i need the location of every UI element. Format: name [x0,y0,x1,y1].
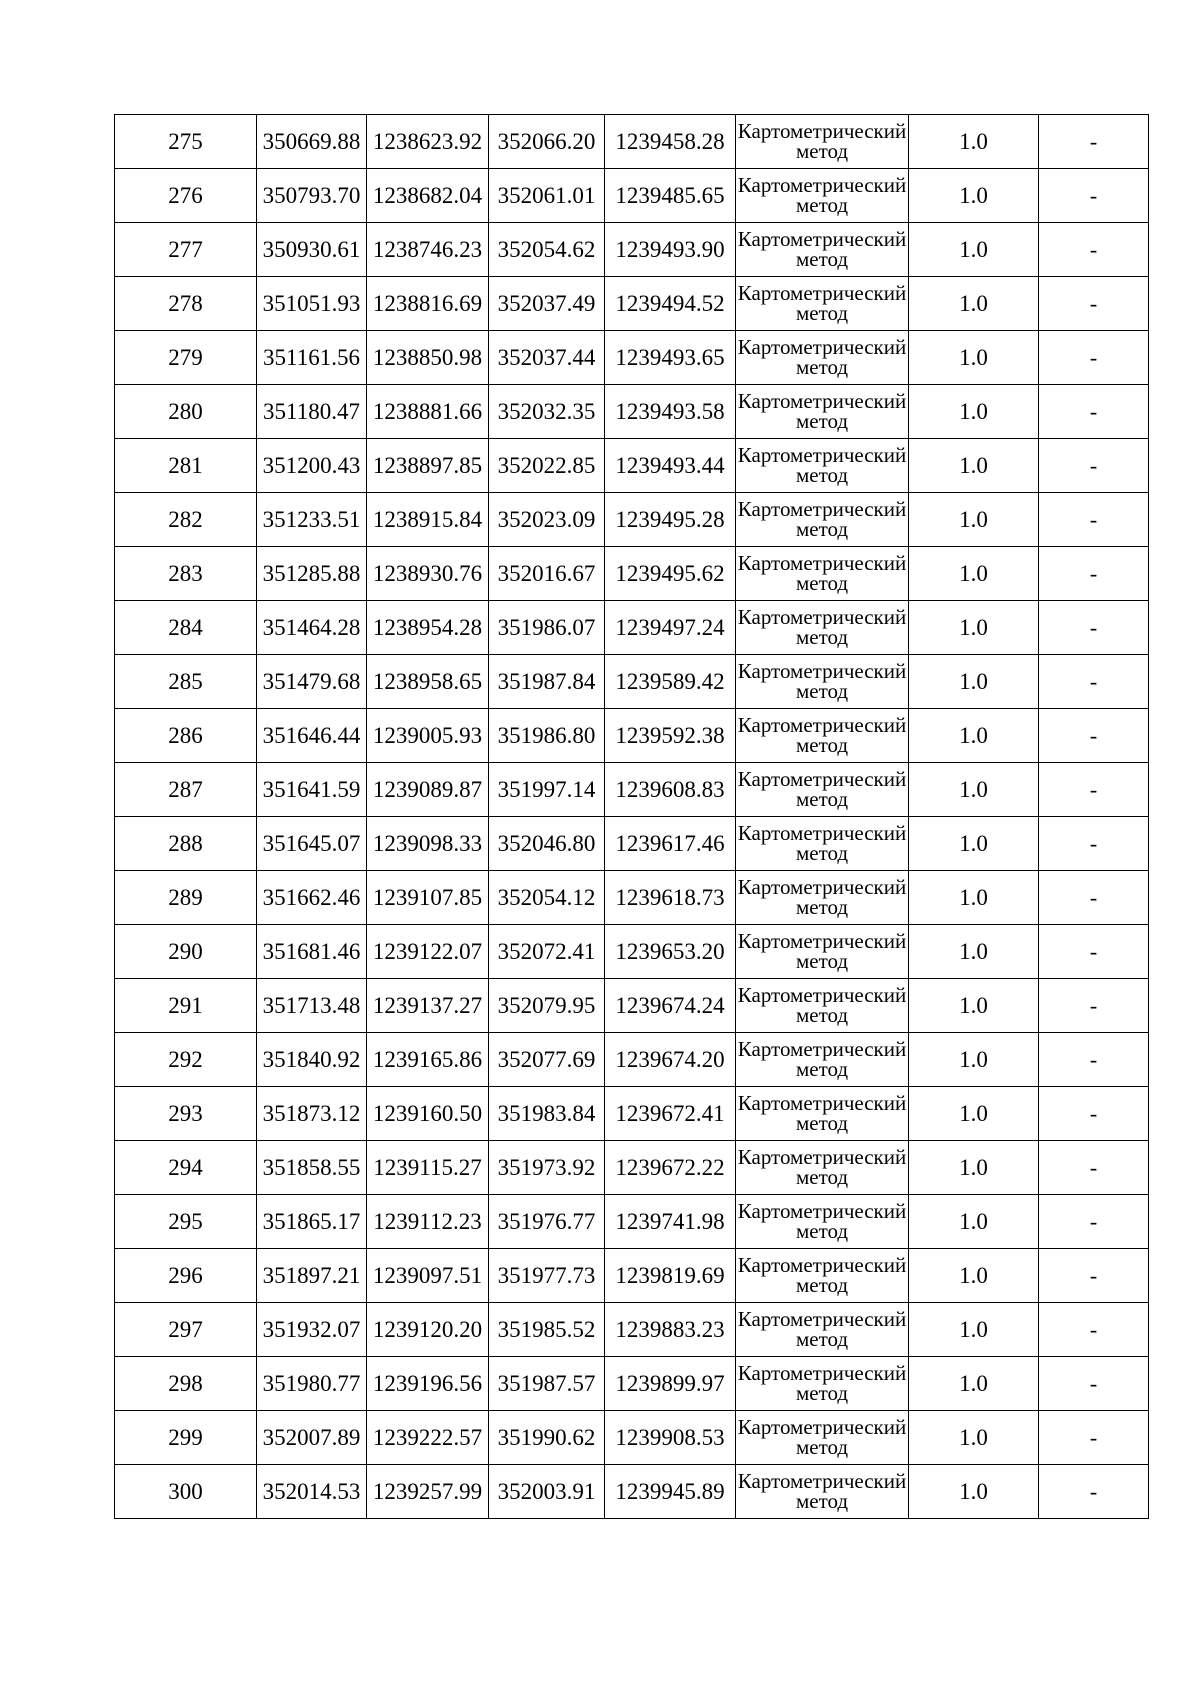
y-coordinate-cell: 1238897.85 [367,439,489,493]
note-cell: - [1039,115,1149,169]
y-coordinate-cell: 1239222.57 [367,1411,489,1465]
y-coordinate-cell: 1238930.76 [367,547,489,601]
note-cell: - [1039,223,1149,277]
x2-coordinate-cell: 352003.91 [489,1465,605,1519]
point-number-cell: 298 [115,1357,257,1411]
x2-coordinate-cell: 352032.35 [489,385,605,439]
point-number-cell: 279 [115,331,257,385]
y2-coordinate-cell: 1239899.97 [605,1357,736,1411]
note-cell: - [1039,817,1149,871]
note-cell: - [1039,655,1149,709]
point-number-cell: 282 [115,493,257,547]
x2-coordinate-cell: 352037.44 [489,331,605,385]
accuracy-cell: 1.0 [909,1465,1039,1519]
x-coordinate-cell: 351645.07 [257,817,367,871]
table-body [115,115,1149,1519]
y2-coordinate-cell: 1239495.28 [605,493,736,547]
x2-coordinate-cell: 351997.14 [489,763,605,817]
x-coordinate-cell: 351840.92 [257,1033,367,1087]
y2-coordinate-cell: 1239458.28 [605,115,736,169]
note-cell: - [1039,1087,1149,1141]
x-coordinate-cell: 351464.28 [257,601,367,655]
method-cell: Картометрический метод [736,1087,909,1141]
accuracy-cell: 1.0 [909,979,1039,1033]
accuracy-cell: 1.0 [909,1195,1039,1249]
note-cell: - [1039,493,1149,547]
note-cell: - [1039,1195,1149,1249]
x-coordinate-cell: 350793.70 [257,169,367,223]
table-row [115,601,1149,655]
method-cell: Картометрический метод [736,1303,909,1357]
method-cell: Картометрический метод [736,1195,909,1249]
accuracy-cell: 1.0 [909,169,1039,223]
accuracy-cell: 1.0 [909,601,1039,655]
accuracy-cell: 1.0 [909,385,1039,439]
table-row [115,979,1149,1033]
x2-coordinate-cell: 352037.49 [489,277,605,331]
y-coordinate-cell: 1239005.93 [367,709,489,763]
point-number-cell: 276 [115,169,257,223]
x2-coordinate-cell: 352054.12 [489,871,605,925]
method-cell: Картометрический метод [736,1033,909,1087]
y-coordinate-cell: 1238682.04 [367,169,489,223]
y2-coordinate-cell: 1239908.53 [605,1411,736,1465]
x2-coordinate-cell: 351987.84 [489,655,605,709]
y-coordinate-cell: 1239097.51 [367,1249,489,1303]
y-coordinate-cell: 1238850.98 [367,331,489,385]
point-number-cell: 294 [115,1141,257,1195]
note-cell: - [1039,385,1149,439]
table-row [115,1249,1149,1303]
table-row [115,1141,1149,1195]
note-cell: - [1039,601,1149,655]
y-coordinate-cell: 1238746.23 [367,223,489,277]
point-number-cell: 277 [115,223,257,277]
accuracy-cell: 1.0 [909,871,1039,925]
y-coordinate-cell: 1239257.99 [367,1465,489,1519]
accuracy-cell: 1.0 [909,1303,1039,1357]
table-row [115,1357,1149,1411]
y2-coordinate-cell: 1239608.83 [605,763,736,817]
method-cell: Картометрический метод [736,817,909,871]
note-cell: - [1039,871,1149,925]
note-cell: - [1039,547,1149,601]
method-cell: Картометрический метод [736,547,909,601]
y2-coordinate-cell: 1239494.52 [605,277,736,331]
point-number-cell: 296 [115,1249,257,1303]
note-cell: - [1039,1411,1149,1465]
y-coordinate-cell: 1239107.85 [367,871,489,925]
table-row [115,871,1149,925]
note-cell: - [1039,277,1149,331]
method-cell: Картометрический метод [736,1357,909,1411]
note-cell: - [1039,763,1149,817]
note-cell: - [1039,1465,1149,1519]
x-coordinate-cell: 351662.46 [257,871,367,925]
x2-coordinate-cell: 351983.84 [489,1087,605,1141]
x2-coordinate-cell: 352023.09 [489,493,605,547]
point-number-cell: 297 [115,1303,257,1357]
accuracy-cell: 1.0 [909,493,1039,547]
accuracy-cell: 1.0 [909,763,1039,817]
table-row [115,277,1149,331]
table-row [115,439,1149,493]
point-number-cell: 278 [115,277,257,331]
method-cell: Картометрический метод [736,1411,909,1465]
note-cell: - [1039,1249,1149,1303]
accuracy-cell: 1.0 [909,223,1039,277]
accuracy-cell: 1.0 [909,709,1039,763]
note-cell: - [1039,1357,1149,1411]
y2-coordinate-cell: 1239493.58 [605,385,736,439]
accuracy-cell: 1.0 [909,547,1039,601]
method-cell: Картометрический метод [736,1249,909,1303]
y2-coordinate-cell: 1239493.65 [605,331,736,385]
y2-coordinate-cell: 1239493.44 [605,439,736,493]
point-number-cell: 285 [115,655,257,709]
y-coordinate-cell: 1239137.27 [367,979,489,1033]
method-cell: Картометрический метод [736,763,909,817]
x-coordinate-cell: 351641.59 [257,763,367,817]
table-row [115,709,1149,763]
x2-coordinate-cell: 352046.80 [489,817,605,871]
x2-coordinate-cell: 352016.67 [489,547,605,601]
accuracy-cell: 1.0 [909,655,1039,709]
point-number-cell: 295 [115,1195,257,1249]
y-coordinate-cell: 1238958.65 [367,655,489,709]
table-row [115,763,1149,817]
method-cell: Картометрический метод [736,223,909,277]
accuracy-cell: 1.0 [909,1249,1039,1303]
y-coordinate-cell: 1239098.33 [367,817,489,871]
note-cell: - [1039,1141,1149,1195]
x-coordinate-cell: 351233.51 [257,493,367,547]
accuracy-cell: 1.0 [909,1141,1039,1195]
point-number-cell: 281 [115,439,257,493]
x-coordinate-cell: 352007.89 [257,1411,367,1465]
y-coordinate-cell: 1238915.84 [367,493,489,547]
method-cell: Картометрический метод [736,169,909,223]
y2-coordinate-cell: 1239485.65 [605,169,736,223]
accuracy-cell: 1.0 [909,1357,1039,1411]
note-cell: - [1039,1033,1149,1087]
x-coordinate-cell: 351897.21 [257,1249,367,1303]
point-number-cell: 300 [115,1465,257,1519]
y-coordinate-cell: 1239160.50 [367,1087,489,1141]
x2-coordinate-cell: 351976.77 [489,1195,605,1249]
y-coordinate-cell: 1239115.27 [367,1141,489,1195]
table-row [115,1411,1149,1465]
x-coordinate-cell: 351858.55 [257,1141,367,1195]
y2-coordinate-cell: 1239618.73 [605,871,736,925]
x2-coordinate-cell: 351973.92 [489,1141,605,1195]
y-coordinate-cell: 1239122.07 [367,925,489,979]
method-cell: Картометрический метод [736,925,909,979]
x-coordinate-cell: 351479.68 [257,655,367,709]
table-row [115,1465,1149,1519]
point-number-cell: 286 [115,709,257,763]
y2-coordinate-cell: 1239945.89 [605,1465,736,1519]
y-coordinate-cell: 1239120.20 [367,1303,489,1357]
x2-coordinate-cell: 352066.20 [489,115,605,169]
method-cell: Картометрический метод [736,1141,909,1195]
table-row [115,385,1149,439]
x-coordinate-cell: 351681.46 [257,925,367,979]
x-coordinate-cell: 350669.88 [257,115,367,169]
x2-coordinate-cell: 352054.62 [489,223,605,277]
x-coordinate-cell: 351285.88 [257,547,367,601]
x-coordinate-cell: 352014.53 [257,1465,367,1519]
note-cell: - [1039,331,1149,385]
y2-coordinate-cell: 1239672.41 [605,1087,736,1141]
coordinates-table [114,114,1149,1519]
x2-coordinate-cell: 351985.52 [489,1303,605,1357]
note-cell: - [1039,709,1149,763]
accuracy-cell: 1.0 [909,1033,1039,1087]
x2-coordinate-cell: 351977.73 [489,1249,605,1303]
x-coordinate-cell: 351873.12 [257,1087,367,1141]
y2-coordinate-cell: 1239674.20 [605,1033,736,1087]
note-cell: - [1039,439,1149,493]
y2-coordinate-cell: 1239493.90 [605,223,736,277]
y-coordinate-cell: 1238816.69 [367,277,489,331]
x2-coordinate-cell: 352077.69 [489,1033,605,1087]
note-cell: - [1039,1303,1149,1357]
y-coordinate-cell: 1238623.92 [367,115,489,169]
x2-coordinate-cell: 351987.57 [489,1357,605,1411]
point-number-cell: 292 [115,1033,257,1087]
point-number-cell: 291 [115,979,257,1033]
x2-coordinate-cell: 352022.85 [489,439,605,493]
table-row [115,925,1149,979]
accuracy-cell: 1.0 [909,925,1039,979]
note-cell: - [1039,169,1149,223]
x-coordinate-cell: 351200.43 [257,439,367,493]
table-row [115,1033,1149,1087]
method-cell: Картометрический метод [736,277,909,331]
table-row [115,547,1149,601]
method-cell: Картометрический метод [736,655,909,709]
x-coordinate-cell: 351051.93 [257,277,367,331]
note-cell: - [1039,925,1149,979]
table-row [115,1303,1149,1357]
x-coordinate-cell: 351161.56 [257,331,367,385]
x2-coordinate-cell: 351986.80 [489,709,605,763]
x-coordinate-cell: 350930.61 [257,223,367,277]
point-number-cell: 299 [115,1411,257,1465]
x-coordinate-cell: 351865.17 [257,1195,367,1249]
method-cell: Картометрический метод [736,979,909,1033]
y2-coordinate-cell: 1239497.24 [605,601,736,655]
y2-coordinate-cell: 1239883.23 [605,1303,736,1357]
y2-coordinate-cell: 1239592.38 [605,709,736,763]
accuracy-cell: 1.0 [909,1087,1039,1141]
method-cell: Картометрический метод [736,115,909,169]
y-coordinate-cell: 1239165.86 [367,1033,489,1087]
accuracy-cell: 1.0 [909,277,1039,331]
y-coordinate-cell: 1238954.28 [367,601,489,655]
table-row [115,331,1149,385]
accuracy-cell: 1.0 [909,817,1039,871]
y-coordinate-cell: 1239112.23 [367,1195,489,1249]
accuracy-cell: 1.0 [909,1411,1039,1465]
point-number-cell: 284 [115,601,257,655]
accuracy-cell: 1.0 [909,115,1039,169]
x2-coordinate-cell: 352072.41 [489,925,605,979]
point-number-cell: 293 [115,1087,257,1141]
point-number-cell: 288 [115,817,257,871]
y-coordinate-cell: 1238881.66 [367,385,489,439]
x2-coordinate-cell: 351986.07 [489,601,605,655]
x-coordinate-cell: 351713.48 [257,979,367,1033]
x-coordinate-cell: 351932.07 [257,1303,367,1357]
y2-coordinate-cell: 1239741.98 [605,1195,736,1249]
method-cell: Картометрический метод [736,1465,909,1519]
point-number-cell: 283 [115,547,257,601]
method-cell: Картометрический метод [736,385,909,439]
method-cell: Картометрический метод [736,709,909,763]
point-number-cell: 280 [115,385,257,439]
method-cell: Картометрический метод [736,871,909,925]
x-coordinate-cell: 351646.44 [257,709,367,763]
y2-coordinate-cell: 1239672.22 [605,1141,736,1195]
accuracy-cell: 1.0 [909,439,1039,493]
point-number-cell: 275 [115,115,257,169]
y2-coordinate-cell: 1239674.24 [605,979,736,1033]
table-row [115,115,1149,169]
point-number-cell: 289 [115,871,257,925]
y2-coordinate-cell: 1239819.69 [605,1249,736,1303]
y-coordinate-cell: 1239089.87 [367,763,489,817]
point-number-cell: 290 [115,925,257,979]
table-row [115,655,1149,709]
table-row [115,493,1149,547]
point-number-cell: 287 [115,763,257,817]
method-cell: Картометрический метод [736,439,909,493]
x2-coordinate-cell: 351990.62 [489,1411,605,1465]
x-coordinate-cell: 351180.47 [257,385,367,439]
x2-coordinate-cell: 352079.95 [489,979,605,1033]
accuracy-cell: 1.0 [909,331,1039,385]
table-row [115,1087,1149,1141]
method-cell: Картометрический метод [736,493,909,547]
table-row [115,223,1149,277]
y2-coordinate-cell: 1239589.42 [605,655,736,709]
note-cell: - [1039,979,1149,1033]
y2-coordinate-cell: 1239653.20 [605,925,736,979]
y2-coordinate-cell: 1239495.62 [605,547,736,601]
method-cell: Картометрический метод [736,331,909,385]
method-cell: Картометрический метод [736,601,909,655]
y2-coordinate-cell: 1239617.46 [605,817,736,871]
x2-coordinate-cell: 352061.01 [489,169,605,223]
x-coordinate-cell: 351980.77 [257,1357,367,1411]
table-row [115,1195,1149,1249]
y-coordinate-cell: 1239196.56 [367,1357,489,1411]
table-row [115,817,1149,871]
table-row [115,169,1149,223]
